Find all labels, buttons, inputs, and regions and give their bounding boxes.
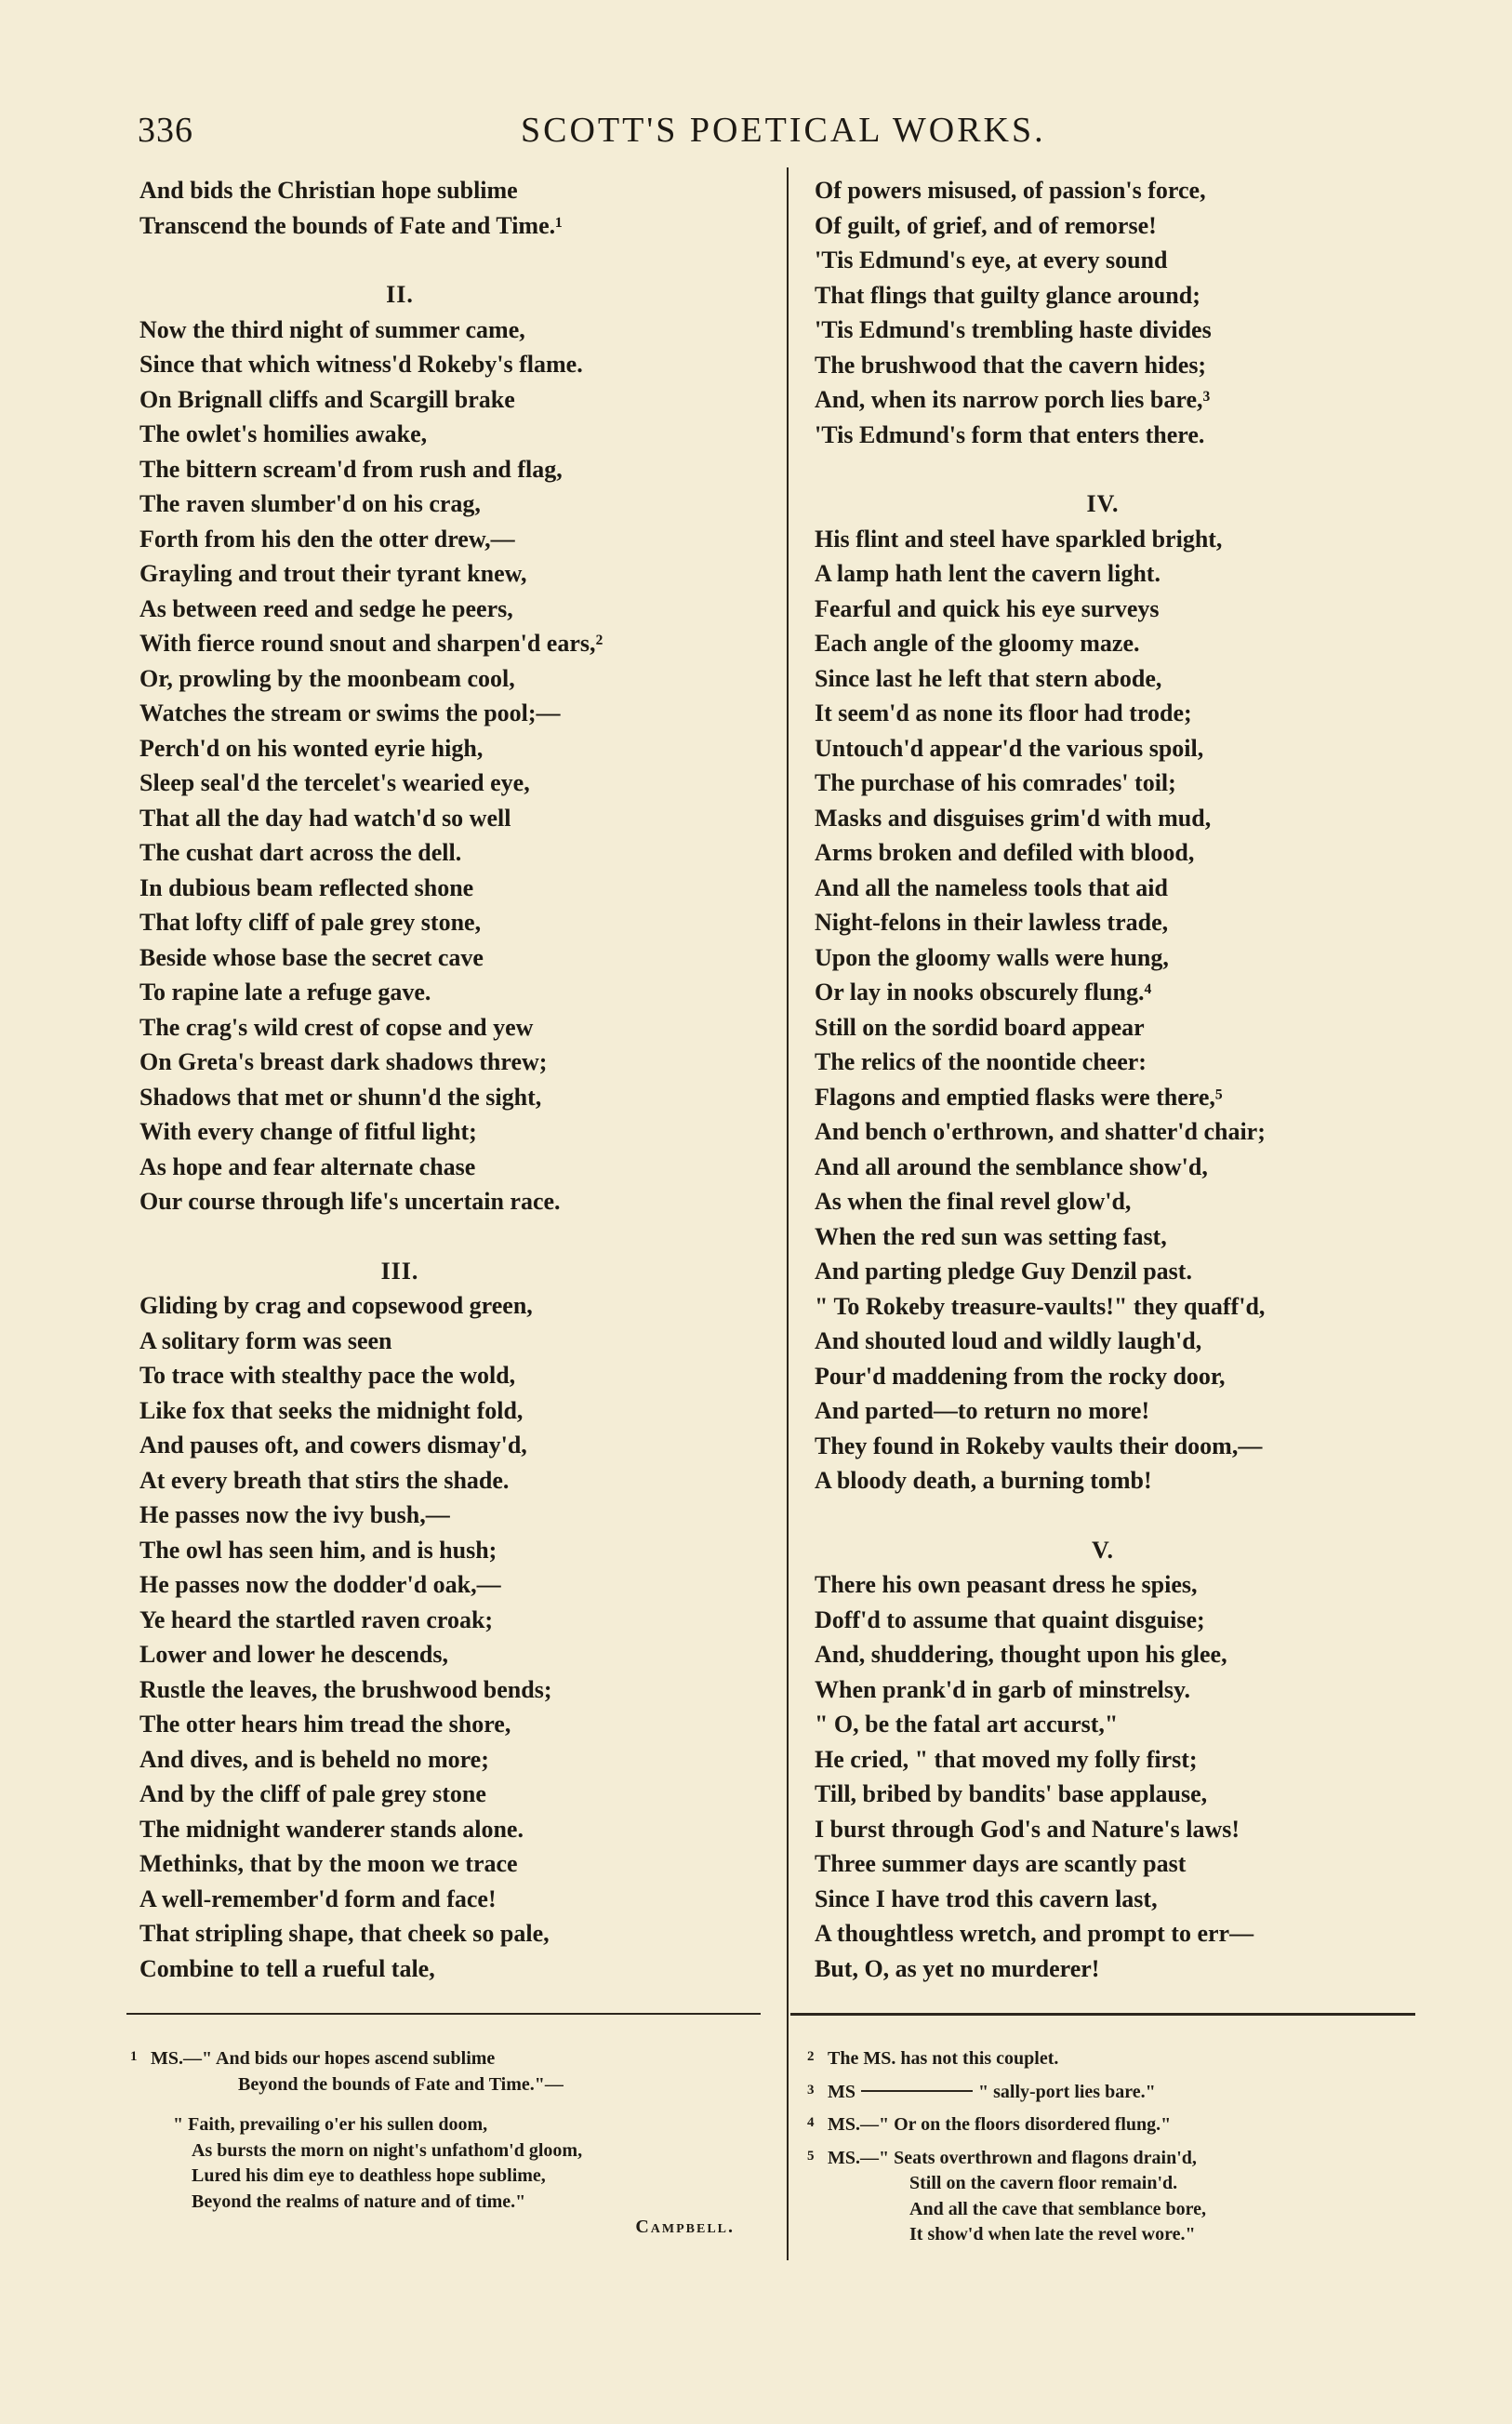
footnote-quote-line: Beyond the realms of nature and of time." [192, 2191, 526, 2212]
column-divider [787, 167, 789, 2260]
stanza-gap [139, 243, 772, 277]
verse-line: A thoughtless wretch, and prompt to err— [815, 1920, 1254, 1947]
footnote-3 [807, 2078, 1421, 2106]
verse-line: A solitary form was seen [139, 1326, 392, 1354]
verse-line: And, shuddering, thought upon his glee, [815, 1641, 1227, 1668]
verse-line: Three summer days are scantly past [815, 1850, 1187, 1877]
verse-line: And all the nameless tools that aid [815, 873, 1168, 901]
footnote-text: MS [828, 2081, 855, 2102]
stanza-gap [815, 452, 1410, 486]
footnote-quote-line: As bursts the morn on night's unfathom'd gloom, [192, 2139, 583, 2161]
verse-line: Perch'd on his wonted eyrie high, [139, 734, 484, 762]
verse-line: And shouted loud and wildly laugh'd, [815, 1327, 1202, 1354]
verse-line: And parted—to return no more! [815, 1397, 1150, 1424]
verse-line: The relics of the noontide cheer: [815, 1048, 1147, 1075]
verse-line: But, O, as yet no murderer! [815, 1954, 1100, 1982]
stanza-number: III. [380, 1257, 419, 1285]
verse-line: To trace with stealthy pace the wold, [139, 1362, 516, 1389]
footnote-text: MS.—" Or on the floors disordered flung." [828, 2114, 1172, 2135]
verse-line: In dubious beam reflected shone [139, 873, 474, 901]
footnote-attribution: Campbell. [635, 2217, 735, 2237]
verse-line: Or lay in nooks obscurely flung.⁴ [815, 979, 1152, 1006]
footnote-mark: 3 [807, 2082, 815, 2098]
verse-line: He cried, " that moved my folly first; [815, 1745, 1198, 1773]
verse-line: Till, bribed by bandits' base applause, [815, 1780, 1208, 1807]
verse-line: Like fox that seeks the midnight fold, [139, 1396, 524, 1424]
verse-line: His flint and steel have sparkled bright, [815, 525, 1223, 553]
verse-line: Grayling and trout their tyrant knew, [139, 560, 527, 587]
verse-line: Untouch'd appear'd the various spoil, [815, 734, 1204, 762]
verse-line: When prank'd in garb of minstrelsy. [815, 1675, 1191, 1703]
verse-line: On Brignall cliffs and Scargill brake [139, 385, 515, 413]
verse-line: Still on the sordid board appear [815, 1013, 1145, 1041]
footnote-rule-right [790, 2013, 1415, 2016]
verse-line: Night-felons in their lawless trade, [815, 909, 1169, 936]
verse-line: Or, prowling by the moonbeam cool, [139, 664, 515, 692]
verse-line: And parting pledge Guy Denzil past. [815, 1258, 1192, 1285]
verse-line: A lamp hath lent the cavern light. [815, 560, 1161, 587]
verse-line: And, when its narrow porch lies bare,³ [815, 386, 1211, 413]
footnote-text: Beyond the bounds of Fate and Time."— [238, 2073, 564, 2095]
verse-line: I burst through God's and Nature's laws! [815, 1815, 1240, 1843]
footnote-text: Still on the cavern floor remain'd. [909, 2173, 1178, 2193]
verse-line: Methinks, that by the moon we trace [139, 1850, 518, 1877]
verse-line: Masks and disguises grim'd with mud, [815, 804, 1212, 832]
page-number: 336 [138, 111, 193, 150]
footnote-text: The MS. has not this couplet. [828, 2048, 1059, 2069]
verse-line: The purchase of his comrades' toil; [815, 769, 1176, 796]
verse-line: Combine to tell a rueful tale, [139, 1954, 435, 1982]
footnote-4 [807, 2111, 1421, 2138]
footnote-mark: 4 [807, 2115, 815, 2130]
verse-line: 'Tis Edmund's trembling haste divides [815, 316, 1212, 343]
verse-line: At every breath that stirs the shade. [139, 1466, 510, 1494]
footnote-1 [130, 2044, 772, 2072]
omission-line [861, 2090, 973, 2092]
verse-line: And pauses oft, and cowers dismay'd, [139, 1432, 527, 1458]
verse-line: As hope and fear alternate chase [139, 1152, 476, 1180]
verse-line: The otter hears him tread the shore, [139, 1711, 511, 1738]
footnote-rule-left [126, 2013, 761, 2015]
verse-line: Transcend the bounds of Fate and Time.¹ [139, 211, 563, 239]
verse-line: Ye heard the startled raven croak; [139, 1605, 494, 1633]
verse-line: And bench o'erthrown, and shatter'd chair; [815, 1118, 1266, 1145]
verse-line: The bittern scream'd from rush and flag, [139, 455, 563, 483]
verse-line: Forth from his den the otter drew,— [139, 525, 515, 553]
running-title: SCOTT'S POETICAL WORKS. [521, 111, 1046, 150]
footnote-mark: 5 [807, 2148, 815, 2164]
verse-line: He passes now the dodder'd oak,— [139, 1571, 501, 1598]
verse-line: Gliding by crag and copsewood green, [139, 1292, 533, 1319]
stanza-gap [815, 1498, 1410, 1533]
verse-line: Since last he left that stern abode, [815, 664, 1162, 692]
verse-line: He passes now the ivy bush,— [139, 1501, 450, 1528]
footnote-text: MS.—" And bids our hopes ascend sublime [151, 2048, 496, 2069]
verse-line: Flagons and emptied flasks were there,⁵ [815, 1083, 1223, 1111]
verse-line: On Greta's breast dark shadows threw; [139, 1048, 548, 1075]
verse-line: Each angle of the gloomy maze. [815, 630, 1140, 657]
verse-line: " O, be the fatal art accurst," [815, 1711, 1119, 1738]
verse-line: Upon the gloomy walls were hung, [815, 943, 1169, 971]
stanza-number: II. [386, 281, 414, 308]
poem-column-right [815, 173, 1410, 1986]
verse-line: Lower and lower he descends, [139, 1641, 448, 1668]
stanza-number: IV. [1086, 490, 1120, 517]
verse-line: Fearful and quick his eye surveys [815, 594, 1160, 622]
verse-line: And all around the semblance show'd, [815, 1152, 1208, 1180]
footnote-mark: 1 [130, 2049, 138, 2064]
verse-line: They found in Rokeby vaults their doom,— [815, 1432, 1263, 1459]
verse-line: With every change of fitful light; [139, 1118, 477, 1145]
verse-line: The owl has seen him, and is hush; [139, 1536, 497, 1564]
verse-line: That lofty cliff of pale grey stone, [139, 909, 482, 936]
verse-line: Watches the stream or swims the pool;— [139, 699, 561, 726]
page-header [0, 110, 1512, 156]
verse-line: As between reed and sedge he peers, [139, 594, 513, 622]
verse-line: When the red sun was setting fast, [815, 1222, 1167, 1250]
verse-line: The raven slumber'd on his crag, [139, 490, 481, 517]
verse-line: The brushwood that the cavern hides; [815, 351, 1207, 379]
verse-line: Pour'd maddening from the rocky door, [815, 1362, 1226, 1390]
stanza-number: V. [1092, 1536, 1114, 1564]
footnote-5 [807, 2144, 1421, 2172]
verse-line: Of guilt, of grief, and of remorse! [815, 211, 1157, 239]
footnote-quote-line: " Faith, prevailing o'er his sullen doom, [173, 2114, 488, 2135]
verse-line: With fierce round snout and sharpen'd ears,² [139, 630, 603, 657]
verse-line: A well-remember'd form and face! [139, 1885, 497, 1912]
verse-line: That all the day had watch'd so well [139, 804, 511, 832]
verse-line: The owlet's homilies awake, [139, 420, 428, 447]
footnote-text: MS.—" Seats overthrown and flagons drain'd, [828, 2147, 1197, 2168]
verse-line: And by the cliff of pale grey stone [139, 1780, 486, 1807]
verse-line: " To Rokeby treasure-vaults!" they quaff'd, [815, 1292, 1266, 1320]
verse-line: A bloody death, a burning tomb! [815, 1467, 1152, 1494]
verse-line: It seem'd as none its floor had trode; [815, 699, 1192, 726]
footnote-quote-line: Lured his dim eye to deathless hope sublime, [192, 2165, 546, 2186]
verse-line: To rapine late a refuge gave. [139, 979, 431, 1006]
verse-line: Our course through life's uncertain race. [139, 1188, 561, 1215]
verse-line: And bids the Christian hope sublime [139, 177, 518, 204]
verse-line: Since that which witness'd Rokeby's flame. [139, 351, 583, 378]
footnote-text: And all the cave that semblance bore, [909, 2198, 1207, 2219]
verse-line: Arms broken and defiled with blood, [815, 839, 1195, 866]
verse-line: As when the final revel glow'd, [815, 1188, 1132, 1215]
verse-line: 'Tis Edmund's form that enters there. [815, 420, 1205, 448]
footnote-text: " sally-port lies bare." [978, 2081, 1156, 2102]
verse-line: Beside whose base the secret cave [139, 943, 484, 971]
verse-line: Since I have trod this cavern last, [815, 1885, 1158, 1912]
footnotes-right [807, 2044, 1421, 2248]
verse-line: Shadows that met or shunn'd the sight, [139, 1083, 542, 1111]
poem-column-left [139, 173, 772, 1986]
verse-line: There his own peasant dress he spies, [815, 1571, 1198, 1598]
footnote-text: It show'd when late the revel wore." [909, 2224, 1196, 2244]
verse-line: That stripling shape, that cheek so pale, [139, 1920, 550, 1947]
verse-line: The cushat dart across the dell. [139, 839, 462, 866]
footnotes-left [130, 2044, 772, 2241]
footnote-2 [807, 2044, 1421, 2072]
verse-line: The crag's wild crest of copse and yew [139, 1013, 534, 1041]
verse-line: That flings that guilty glance around; [815, 281, 1200, 309]
verse-line: Doff'd to assume that quaint disguise; [815, 1605, 1205, 1633]
stanza-gap [139, 1219, 772, 1254]
verse-line: Of powers misused, of passion's force, [815, 177, 1206, 204]
verse-line: Sleep seal'd the tercelet's wearied eye, [139, 769, 530, 796]
verse-line: Rustle the leaves, the brushwood bends; [139, 1675, 552, 1703]
footnote-mark: 2 [807, 2049, 815, 2064]
verse-line: Now the third night of summer came, [139, 315, 525, 343]
verse-line: 'Tis Edmund's eye, at every sound [815, 246, 1168, 273]
verse-line: The midnight wanderer stands alone. [139, 1815, 524, 1843]
verse-line: And dives, and is beheld no more; [139, 1745, 489, 1773]
